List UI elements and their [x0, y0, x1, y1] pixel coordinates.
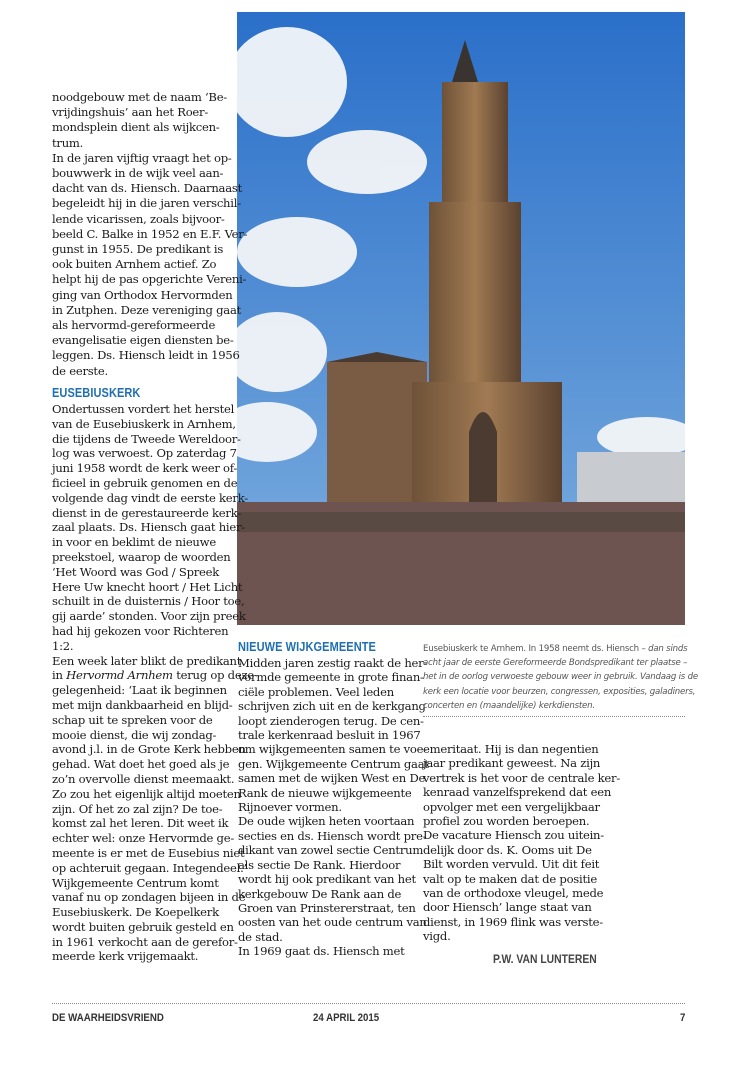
text-line: echter wel: onze Hervormde ge- [52, 831, 235, 846]
text-line: dienst in de gerestaureerde kerk- [52, 505, 241, 520]
section-heading-nieuwe-wijkgemeente: NIEUWE WIJKGEMEENTE [238, 640, 376, 654]
text-line: vertrek is het voor de centrale ker- [423, 770, 620, 785]
text-line: gij aarde’ stonden. Voor zijn preek [52, 609, 246, 624]
article-intro-text [52, 90, 247, 379]
text-line: opvolger met een vergelijkbaar [423, 799, 600, 814]
text-line: de eerste. [52, 363, 108, 378]
text-line: beeld C. Balke in 1952 en E.F. Ver- [52, 226, 248, 241]
author-byline: P.W. VAN LUNTEREN [493, 954, 597, 966]
text-line: dikant van zowel sectie Centrum [238, 843, 424, 858]
text-line: als hervormd-gereformeerde [52, 318, 216, 333]
text-line: vrijdingshuis’ aan het Roer- [52, 105, 209, 120]
text-line: mondsplein dient als wijkcen- [52, 120, 220, 135]
text-line: Midden jaren zestig raakt de her- [238, 656, 428, 670]
text-line: evangelisatie eigen diensten be- [52, 333, 234, 348]
footer-divider [52, 1003, 685, 1004]
text-line: valt op te maken dat de positie [423, 871, 597, 886]
eusebiuskerk-photo [237, 12, 685, 625]
text-line: vigd. [423, 929, 451, 944]
text-line: avond j.l. in de Grote Kerk hebben [52, 742, 246, 757]
text-line: secties en ds. Hiensch wordt pre- [238, 828, 427, 843]
text-line: lende vicarissen, zoals bijvoor- [52, 211, 225, 226]
text-line: preekstoel, waarop de woorden [52, 549, 231, 564]
text-line: Bilt worden vervuld. Uit dit feit [423, 857, 600, 872]
text-line: de stad. [238, 929, 283, 944]
photo-caption [423, 642, 698, 713]
text-line: gen. Wijkgemeente Centrum gaat [238, 756, 429, 771]
text-line: gehad. Wat doet het goed als je [52, 757, 230, 772]
text-line: noodgebouw met de naam ‘Be- [52, 90, 227, 104]
text-line: Eusebiuskerk. De Koepelkerk [52, 905, 219, 920]
text-line: gunst in 1955. De predikant is [52, 242, 224, 257]
text-line: delijk door ds. K. Ooms uit De [423, 842, 592, 857]
text-line: van de orthodoxe vleugel, mede [423, 886, 604, 901]
text-line: schuilt in de duisternis / Hoor toe, [52, 594, 245, 609]
text-line: jaar predikant geweest. Na zijn [423, 756, 601, 771]
text-line: profiel zou worden beroepen. [423, 814, 590, 829]
text-line: volgende dag vindt de eerste kerk- [52, 490, 248, 505]
text-line: Rijnoever vormen. [238, 800, 342, 815]
italic-text: concerten en (maandelijke) kerkdiensten. [423, 700, 595, 711]
text-segment: terug op deze [172, 668, 254, 683]
text-line: vanaf nu op zondagen bijeen in de [52, 890, 246, 905]
text-line: In 1969 gaat ds. Hiensch met [238, 944, 405, 959]
text-line: trum. [52, 135, 84, 150]
text-line [423, 670, 698, 684]
text-line: oosten van het oude centrum van [238, 915, 427, 930]
text-line: op achteruit gegaan. Integendeel.’ [52, 860, 247, 875]
text-line: In de jaren vijftig vraagt het op- [52, 150, 232, 165]
text-line: die tijdens de Tweede Wereldoor- [52, 431, 241, 446]
text-line: Ondertussen vordert het herstel [52, 402, 235, 416]
text-line: emeritaat. Hij is dan negentien [423, 742, 599, 756]
text-line: De oude wijken heten voortaan [238, 814, 415, 829]
text-line: loopt zienderogen terug. De cen- [238, 713, 424, 728]
text-line: om wijkgemeenten samen te voe- [238, 742, 427, 757]
text-line: meerde kerk vrijgemaakt. [52, 949, 199, 964]
text-line: Een week later blikt de predikant [52, 653, 242, 668]
text-line: ging van Orthodox Hervormden [52, 287, 233, 302]
text-line [423, 685, 698, 699]
italic-text: Hervormd Arnhem [66, 668, 173, 683]
text-line: in 1961 verkocht aan de gerefor- [52, 934, 238, 949]
text-line: samen met de wijken West en De [238, 771, 426, 786]
footer-page-number: 7 [680, 1012, 686, 1024]
text-line: schap uit te spreken voor de [52, 712, 213, 727]
text-line: mooie dienst, die wij zondag- [52, 727, 217, 742]
text-line: van de Eusebiuskerk in Arnhem, [52, 416, 236, 431]
text-line: komst zal het leren. Dit weet ik [52, 816, 229, 831]
footer-publication: DE WAARHEIDSVRIEND [52, 1012, 164, 1024]
text-line: dacht van ds. Hiensch. Daarnaast [52, 181, 242, 196]
section-heading-eusebiuskerk: EUSEBIUSKERK [52, 386, 141, 400]
text-segment: in [52, 668, 67, 683]
text-line [52, 668, 254, 683]
text-line: door Hiensch’ lange staat van [423, 900, 592, 915]
text-line: Groen van Prinstererstraat, ten [238, 900, 416, 915]
text-line: juni 1958 wordt de kerk weer of- [52, 461, 238, 476]
text-line: ciële problemen. Veel leden [238, 684, 394, 699]
text-line: als sectie De Rank. Hierdoor [238, 857, 401, 872]
text-line: Here Uw knecht hoort / Het Licht [52, 579, 243, 594]
text-line: in voor en beklimt de nieuwe [52, 535, 216, 550]
text-line: met mijn dankbaarheid en blijd- [52, 697, 233, 712]
text-line [423, 642, 698, 656]
article-conclusion-text [423, 742, 620, 944]
text-segment: Eusebiuskerk te Arnhem. In 1958 neemt ds. Hiensch [423, 644, 639, 654]
text-line: gelegenheid: ‘Laat ik beginnen [52, 683, 227, 698]
text-line: schrijven zich uit en de kerkgang [238, 699, 426, 714]
italic-text: – dan sinds [638, 644, 688, 654]
text-line: leggen. Ds. Hiensch leidt in 1956 [52, 348, 240, 363]
text-line [423, 699, 698, 713]
text-line: zijn. Of het zo zal zijn? De toe- [52, 801, 223, 816]
text-line: ook buiten Arnhem actief. Zo [52, 257, 217, 272]
text-line: bouwwerk in de wijk veel aan- [52, 166, 224, 181]
text-line: had hij gekozen voor Richteren [52, 623, 229, 638]
text-line: Rank de nieuwe wijkgemeente [238, 785, 412, 800]
article-eusebiuskerk-text [52, 402, 254, 964]
text-line: ficieel in gebruik genomen en de [52, 475, 238, 490]
footer-date: 24 APRIL 2015 [313, 1012, 380, 1024]
text-line: kenraad vanzelfsprekend dat een [423, 785, 612, 800]
text-line: helpt hij de pas opgerichte Vereni- [52, 272, 247, 287]
italic-text: het in de oorlog verwoeste gebouw weer in gebruik. Vandaag is de [423, 672, 698, 683]
text-line: 1:2. [52, 638, 74, 653]
italic-text: kerk een locatie voor beurzen, congressen, exposities, galadiners, [423, 686, 696, 697]
italic-text: acht jaar de eerste Gereformeerde Bondspredikant ter plaatse – [423, 658, 688, 669]
text-line: begeleidt hij in die jaren verschil- [52, 196, 241, 211]
text-line: vormde gemeente in grote finan- [238, 670, 424, 685]
text-line: Zo zou het eigenlijk altijd moeten [52, 786, 241, 801]
text-line: dienst, in 1969 flink was verste- [423, 914, 603, 929]
text-line: kerkgebouw De Rank aan de [238, 886, 402, 901]
text-line: in Zutphen. Deze vereniging gaat [52, 302, 242, 317]
text-line: meente is er met de Eusebius niet [52, 845, 245, 860]
text-line: De vacature Hiensch zou uitein- [423, 828, 604, 843]
text-line: zo’n overvolle dienst meemaakt. [52, 771, 235, 786]
text-line: zaal plaats. Ds. Hiensch gaat hier- [52, 520, 245, 535]
text-line: Wijkgemeente Centrum komt [52, 875, 219, 890]
text-line [423, 656, 698, 670]
text-line: wordt buiten gebruik gesteld en [52, 919, 234, 934]
text-line: ‘Het Woord was God / Spreek [52, 564, 220, 579]
text-line: log was verwoest. Op zaterdag 7 [52, 446, 237, 461]
text-line: wordt hij ook predikant van het [238, 872, 416, 887]
text-line: trale kerkenraad besluit in 1967 [238, 728, 421, 743]
article-wijkgemeente-text [238, 656, 429, 959]
caption-divider [423, 716, 685, 717]
